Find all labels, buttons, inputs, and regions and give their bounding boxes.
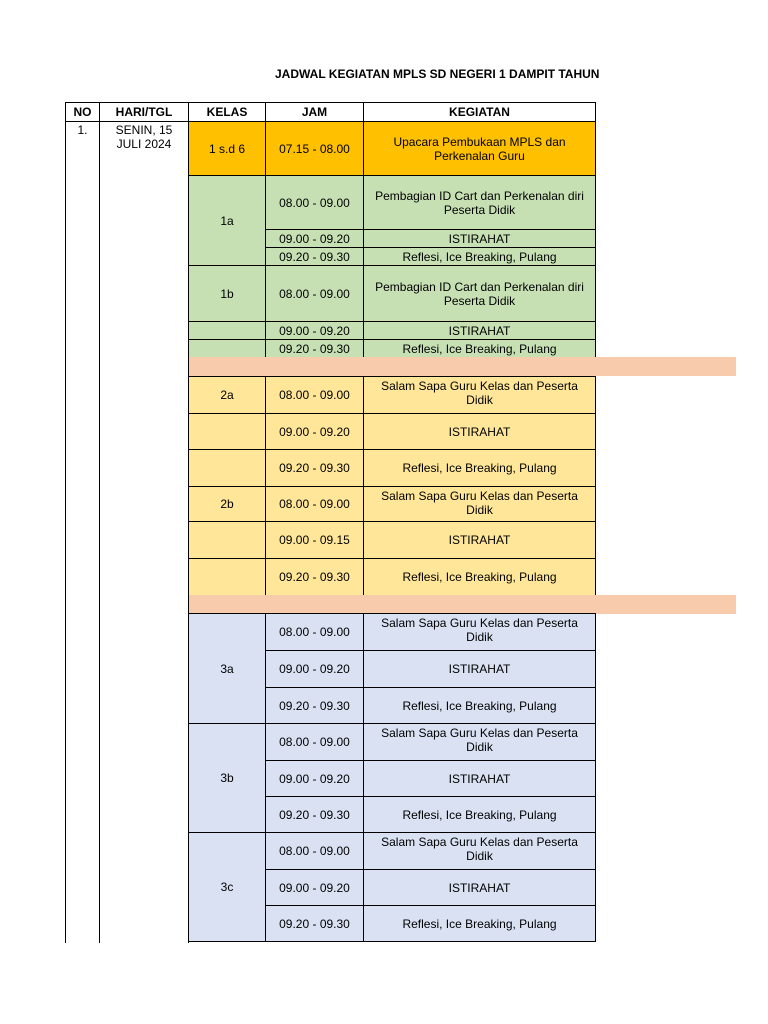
header-no: NO: [65, 102, 100, 122]
jam-cell: 08.00 - 09.00: [265, 723, 364, 761]
kelas-cell: 1a: [188, 175, 266, 266]
jam-cell: 08.00 - 09.00: [265, 175, 364, 230]
kegiatan-cell: Reflesi, Ice Breaking, Pulang: [363, 687, 596, 724]
kegiatan-cell: ISTIRAHAT: [363, 521, 596, 559]
kegiatan-cell: Pembagian ID Cart dan Perkenalan diri Peserta Didik: [363, 265, 596, 322]
kelas-cell: 3b: [188, 723, 266, 833]
jam-cell: 09.00 - 09.20: [265, 413, 364, 450]
jam-cell: 07.15 - 08.00: [265, 121, 364, 176]
jam-cell: 08.00 - 09.00: [265, 265, 364, 322]
kelas-cell: 3a: [188, 613, 266, 724]
kegiatan-cell: ISTIRAHAT: [363, 650, 596, 688]
kegiatan-cell: Salam Sapa Guru Kelas dan Peserta Didik: [363, 376, 596, 414]
jam-cell: 09.00 - 09.20: [265, 869, 364, 906]
kelas-cell: [188, 521, 266, 559]
separator-band: [188, 357, 736, 376]
separator-band: [188, 595, 736, 614]
row-number: 1.: [65, 121, 100, 943]
kelas-cell: [188, 339, 266, 358]
kelas-cell: 3c: [188, 832, 266, 942]
kelas-cell: 1b: [188, 265, 266, 322]
jam-cell: 09.20 - 09.30: [265, 449, 364, 487]
kegiatan-cell: Salam Sapa Guru Kelas dan Peserta Didik: [363, 486, 596, 522]
kegiatan-cell: ISTIRAHAT: [363, 760, 596, 797]
header-jam: JAM: [265, 102, 364, 122]
kegiatan-cell: Reflesi, Ice Breaking, Pulang: [363, 558, 596, 596]
kegiatan-cell: Reflesi, Ice Breaking, Pulang: [363, 247, 596, 266]
kelas-cell: [188, 321, 266, 340]
jam-cell: 09.00 - 09.20: [265, 229, 364, 248]
kegiatan-cell: Reflesi, Ice Breaking, Pulang: [363, 339, 596, 358]
jam-cell: 09.20 - 09.30: [265, 687, 364, 724]
jam-cell: 08.00 - 09.00: [265, 613, 364, 651]
jam-cell: 09.20 - 09.30: [265, 905, 364, 942]
kegiatan-cell: ISTIRAHAT: [363, 413, 596, 450]
kegiatan-cell: Reflesi, Ice Breaking, Pulang: [363, 905, 596, 942]
kegiatan-cell: Upacara Pembukaan MPLS dan Perkenalan Guru: [363, 121, 596, 176]
jam-cell: 08.00 - 09.00: [265, 486, 364, 522]
jam-cell: 09.00 - 09.20: [265, 321, 364, 340]
kegiatan-cell: ISTIRAHAT: [363, 321, 596, 340]
header-kegiatan: KEGIATAN: [363, 102, 596, 122]
jam-cell: 08.00 - 09.00: [265, 832, 364, 870]
kegiatan-cell: Salam Sapa Guru Kelas dan Peserta Didik: [363, 613, 596, 651]
jam-cell: 09.00 - 09.15: [265, 521, 364, 559]
kelas-cell: 1 s.d 6: [188, 121, 266, 176]
kegiatan-cell: Pembagian ID Cart dan Perkenalan diri Peserta Didik: [363, 175, 596, 230]
jam-cell: 09.00 - 09.20: [265, 760, 364, 797]
kegiatan-cell: Salam Sapa Guru Kelas dan Peserta Didik: [363, 723, 596, 761]
day-date: SENIN, 15 JULI 2024: [99, 121, 189, 943]
jam-cell: 09.00 - 09.20: [265, 650, 364, 688]
kegiatan-cell: ISTIRAHAT: [363, 869, 596, 906]
header-hari-tgl: HARI/TGL: [99, 102, 189, 122]
kelas-cell: [188, 449, 266, 487]
kelas-cell: [188, 413, 266, 450]
kelas-cell: 2b: [188, 486, 266, 522]
jam-cell: 09.20 - 09.30: [265, 796, 364, 833]
jam-cell: 09.20 - 09.30: [265, 339, 364, 358]
kelas-cell: [188, 558, 266, 596]
kelas-cell: 2a: [188, 376, 266, 414]
header-kelas: KELAS: [188, 102, 266, 122]
kegiatan-cell: ISTIRAHAT: [363, 229, 596, 248]
jam-cell: 09.20 - 09.30: [265, 247, 364, 266]
document-title: JADWAL KEGIATAN MPLS SD NEGERI 1 DAMPIT TAHUN: [275, 67, 600, 81]
jam-cell: 08.00 - 09.00: [265, 376, 364, 414]
kegiatan-cell: Salam Sapa Guru Kelas dan Peserta Didik: [363, 832, 596, 870]
kegiatan-cell: Reflesi, Ice Breaking, Pulang: [363, 796, 596, 833]
kegiatan-cell: Reflesi, Ice Breaking, Pulang: [363, 449, 596, 487]
jam-cell: 09.20 - 09.30: [265, 558, 364, 596]
